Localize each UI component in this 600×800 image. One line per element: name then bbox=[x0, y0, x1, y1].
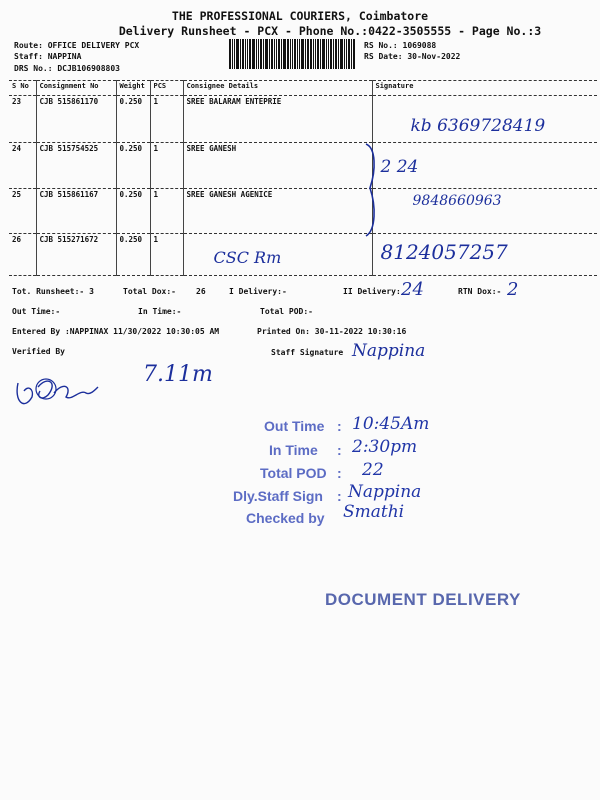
row-consignment: CJB 515861170 bbox=[36, 96, 116, 143]
table-row bbox=[9, 234, 597, 276]
company-title: THE PROFESSIONAL COURIERS, Coimbatore bbox=[171, 9, 429, 23]
verified-by-label: Verified By bbox=[12, 347, 65, 356]
row-consignee-cell bbox=[183, 234, 372, 276]
row-signature: kb 6369728419 bbox=[410, 116, 546, 136]
row-weight: 0.250 bbox=[116, 189, 150, 234]
table-row bbox=[9, 96, 597, 143]
col-consignment: Consignment No bbox=[36, 81, 116, 96]
stamp-total-pod-label: Total POD bbox=[260, 465, 327, 481]
row-sno: 26 bbox=[9, 234, 36, 276]
runsheet-table bbox=[9, 80, 597, 276]
row-weight: 0.250 bbox=[116, 96, 150, 143]
stamp-checked-by-label: Checked by bbox=[246, 510, 325, 526]
ii-delivery-value: 24 bbox=[401, 279, 424, 300]
i-delivery: I Delivery:- bbox=[229, 287, 287, 296]
verifier-initial: 7.11m bbox=[143, 362, 213, 387]
stamp-separator: : bbox=[337, 418, 342, 434]
table-row bbox=[9, 143, 597, 189]
stamp-in-time-label: In Time bbox=[269, 442, 318, 458]
stamp-separator: : bbox=[337, 465, 342, 481]
runsheet-subtitle: Delivery Runsheet - PCX - Phone No.:0422-3505555 - Page No.:3 bbox=[118, 24, 542, 38]
drs-number: DRS No.: DCJB106908803 bbox=[14, 64, 120, 73]
col-pcs: PCS bbox=[150, 81, 183, 96]
row-consignee-note: CSC Rm bbox=[213, 248, 282, 267]
document-delivery-stamp: DOCUMENT DELIVERY bbox=[325, 590, 521, 609]
row-pcs: 1 bbox=[150, 234, 183, 276]
stamp-total-pod-value: 22 bbox=[362, 460, 384, 480]
total-pod-label: Total POD:- bbox=[260, 307, 313, 316]
staff-signature-handwritten: Nappina bbox=[352, 341, 426, 361]
row-sno: 24 bbox=[9, 143, 36, 189]
row-signature-cell bbox=[372, 189, 597, 234]
row-consignee: SREE GANESH AGENICE bbox=[183, 189, 372, 234]
rtn-dox-label: RTN Dox:- bbox=[458, 287, 502, 296]
row-consignment: CJB 515754525 bbox=[36, 143, 116, 189]
barcode bbox=[229, 39, 356, 69]
row-weight: 0.250 bbox=[116, 234, 150, 276]
printed-on: Printed On: 30-11-2022 10:30:16 bbox=[257, 327, 407, 336]
verifier-signature bbox=[8, 367, 103, 417]
row-consignee: SREE BALARAM ENTEPRIE bbox=[183, 96, 372, 143]
row-sno: 23 bbox=[9, 96, 36, 143]
row-consignment: CJB 515271672 bbox=[36, 234, 116, 276]
brace-mark bbox=[364, 140, 380, 240]
stamp-out-time-label: Out Time bbox=[264, 418, 325, 434]
row-pcs: 1 bbox=[150, 96, 183, 143]
col-sno: S No bbox=[9, 81, 36, 96]
row-consignee: SREE GANESH bbox=[183, 143, 372, 189]
total-dox-label: Total Dox:- bbox=[123, 287, 176, 296]
row-signature-cell bbox=[372, 143, 597, 189]
ii-delivery-label: II Delivery: bbox=[343, 287, 401, 296]
col-consignee: Consignee Details bbox=[183, 81, 372, 96]
stamp-staff-sign-value: Nappina bbox=[348, 482, 422, 502]
rs-number: RS No.: 1069088 bbox=[364, 41, 437, 50]
row-signature: 8124057257 bbox=[380, 240, 508, 264]
out-time-label: Out Time:- bbox=[12, 307, 61, 316]
table-row bbox=[9, 189, 597, 234]
stamp-staff-sign-label: Dly.Staff Sign bbox=[233, 488, 323, 504]
rtn-dox-value: 2 bbox=[507, 279, 519, 300]
col-signature: Signature bbox=[372, 81, 597, 96]
route-label: Route: OFFICE DELIVERY PCX bbox=[14, 41, 140, 50]
row-weight: 0.250 bbox=[116, 143, 150, 189]
row-consignment: CJB 515861167 bbox=[36, 189, 116, 234]
row-pcs: 1 bbox=[150, 143, 183, 189]
row-signature: 9848660963 bbox=[412, 193, 502, 209]
staff-label: Staff: NAPPINA bbox=[14, 52, 82, 61]
rs-date: RS Date: 30-Nov-2022 bbox=[364, 52, 461, 61]
row-signature-cell bbox=[372, 96, 597, 143]
col-weight: Weight bbox=[116, 81, 150, 96]
row-pcs: 1 bbox=[150, 189, 183, 234]
entered-by: Entered By :NAPPINAX 11/30/2022 10:30:05 AM bbox=[12, 327, 220, 336]
total-runsheet: Tot. Runsheet:- 3 bbox=[12, 287, 94, 296]
row-signature: 2 24 bbox=[380, 157, 419, 177]
row-signature-cell bbox=[372, 234, 597, 276]
stamp-out-time-value: 10:45Am bbox=[352, 414, 430, 434]
total-dox-value: 26 bbox=[196, 287, 206, 296]
stamp-separator: : bbox=[337, 442, 342, 458]
stamp-checked-by-value: Smathi bbox=[343, 502, 405, 522]
stamp-separator: : bbox=[337, 488, 342, 504]
staff-signature-label: Staff Signature bbox=[271, 348, 344, 357]
stamp-in-time-value: 2:30pm bbox=[352, 437, 418, 457]
row-sno: 25 bbox=[9, 189, 36, 234]
in-time-label: In Time:- bbox=[138, 307, 182, 316]
